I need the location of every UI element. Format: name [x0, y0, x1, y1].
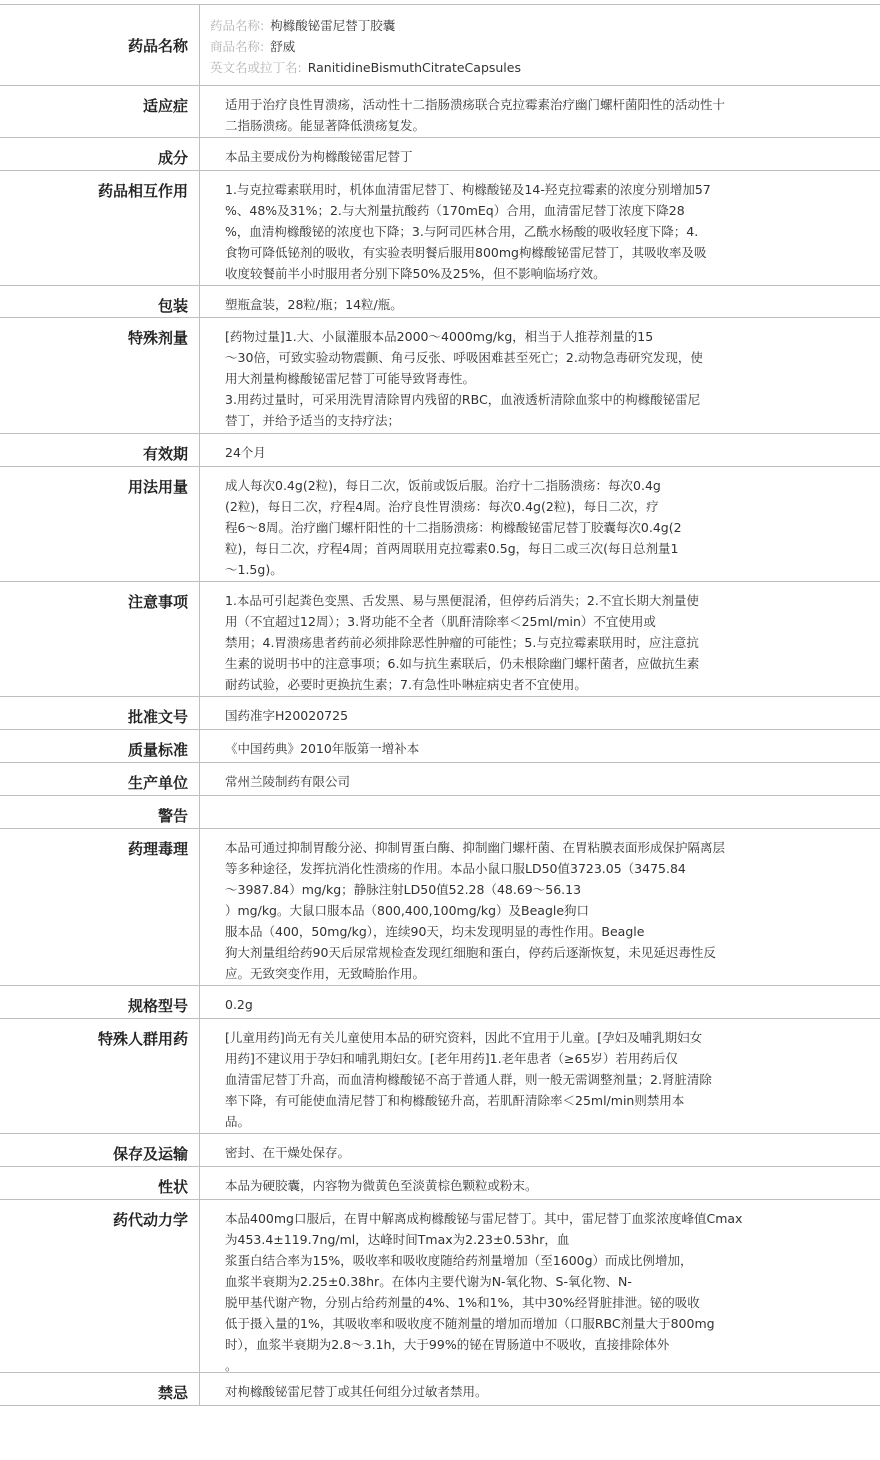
row-value: 本品主要成份为枸橼酸铋雷尼替丁	[225, 149, 413, 164]
generic-name-line	[210, 15, 872, 36]
trade-name-line	[210, 36, 872, 57]
row-dosage	[0, 466, 880, 581]
row-interactions	[0, 170, 880, 285]
row-storage	[0, 1133, 880, 1166]
row-label: 性状	[0, 1167, 200, 1199]
row-value: 本品可通过抑制胃酸分泌、抑制胃蛋白酶、抑制幽门螺杆菌、在胃粘膜表面形成保护隔离层 等多种途径，发挥抗消化性溃疡的作用。本品小鼠口服LD50值3723.05（3475.84 ～3987.84）mg/kg；静脉注射LD50值52.28（48.69～56.13 ）mg/kg。大鼠口服本品（800,400,100mg/kg）及Beagle狗口 服本品（400，50mg/kg），连续90天，均未发现明显的毒性作用。Beagle 狗大剂量组给药90天后尿常规检查发现红细胞和蛋白，停药后逐渐恢复，未见延迟毒性反 应。无致突变作用，无致畸胎作用。	[225, 840, 726, 981]
row-overdose	[0, 317, 880, 433]
row-value: 密封、在干燥处保存。	[225, 1145, 351, 1160]
row-indications	[0, 85, 880, 137]
row-value: 本品400mg口服后，在胃中解离成枸橼酸铋与雷尼替丁。其中，雷尼替丁血浆浓度峰值Cmax 为453.4±119.7ng/ml，达峰时间Tmax为2.23±0.53hr，血 浆蛋白结合率为15%，吸收率和吸收度随给药剂量增加（至1600g）而成比例增加， 血浆半衰期为2.25±0.38hr。在体内主要代谢为N-氧化物、S-氧化物、N- 脱甲基代谢产物，分别占给药剂量的4%、1%和1%，其中30%经肾脏排泄。铋的吸收 低于摄入量的1%，其吸收率和吸收度不随剂量的增加而增加（口服RBC剂量大于800mg 时），血浆半衰期为2.8～3.1h，大于99%的铋在胃肠道中不吸收，直接排除体外 。	[225, 1211, 743, 1373]
row-label: 规格型号	[0, 986, 200, 1018]
row-value: 0.2g	[225, 997, 253, 1012]
row-label: 质量标准	[0, 730, 200, 762]
row-label: 药品名称	[0, 5, 200, 85]
row-label: 保存及运输	[0, 1134, 200, 1166]
row-label: 药品相互作用	[0, 171, 200, 285]
row-label: 特殊人群用药	[0, 1019, 200, 1133]
english-name-value: RanitidineBismuthCitrateCapsules	[307, 60, 521, 75]
row-value: 本品为硬胶囊，内容物为微黄色至淡黄棕色颗粒或粉末。	[225, 1178, 538, 1193]
drug-info-table	[0, 4, 880, 1406]
generic-name-value: 枸橼酸铋雷尼替丁胶囊	[270, 18, 396, 33]
row-pharmacokinetics	[0, 1199, 880, 1372]
row-label: 批准文号	[0, 697, 200, 729]
row-label: 包装	[0, 286, 200, 317]
row-label: 用法用量	[0, 467, 200, 581]
row-approval-number	[0, 696, 880, 729]
row-description	[0, 1166, 880, 1199]
row-contraindications	[0, 1372, 880, 1406]
row-label: 特殊剂量	[0, 318, 200, 433]
english-name-key: 英文名或拉丁名:	[210, 60, 302, 75]
row-label: 注意事项	[0, 582, 200, 696]
row-label: 适应症	[0, 86, 200, 137]
row-value: 1.本品可引起粪色变黑、舌发黑、易与黑便混淆，但停药后消失；2.不宜长期大剂量使 用（不宜超过12周）；3.肾功能不全者（肌酐清除率＜25ml/min）不宜使用或 禁用；4.胃溃疡患者药前必须排除恶性肿瘤的可能性；5.与克拉霉素联用时，应注意抗 生素的说明书中的注意事项；6.如与抗生素联后，仍未根除幽门螺杆菌者，应做抗生素 耐药试验，必要时更换抗生素；7.有急性卟啉症病史者不宜使用。	[225, 593, 700, 692]
row-drug-names	[0, 4, 880, 85]
row-value: 国药准字H20020725	[225, 708, 349, 723]
row-pharmacology	[0, 828, 880, 985]
drug-names	[200, 5, 880, 82]
generic-name-key: 药品名称:	[210, 18, 265, 33]
row-label: 有效期	[0, 434, 200, 466]
row-special-populations	[0, 1018, 880, 1133]
row-value: 成人每次0.4g(2粒)，每日二次，饭前或饭后服。治疗十二指肠溃疡：每次0.4g (2粒)，每日二次，疗程4周。治疗良性胃溃疡：每次0.4g(2粒)，每日二次，疗 程6～8周。治疗幽门螺杆阳性的十二指肠溃疡：枸橼酸铋雷尼替丁胶囊每次0.4g(2 粒)，每日二次，疗程4周；首两周联用克拉霉素0.5g，每日二或三次(每日总剂量1 ～1.5g)。	[225, 478, 682, 577]
row-value: 24个月	[225, 445, 266, 460]
trade-name-key: 商品名称:	[210, 39, 265, 54]
row-shelf-life	[0, 433, 880, 466]
row-label: 药理毒理	[0, 829, 200, 985]
row-manufacturer	[0, 762, 880, 795]
row-label: 警告	[0, 796, 200, 828]
row-ingredients	[0, 137, 880, 170]
row-value: 适用于治疗良性胃溃疡，活动性十二指肠溃疡联合克拉霉素治疗幽门螺杆菌阳性的活动性十 二指肠溃疡。能显著降低溃疡复发。	[225, 97, 726, 133]
row-value	[200, 796, 880, 808]
row-packaging	[0, 285, 880, 317]
row-warning	[0, 795, 880, 828]
row-label: 禁忌	[0, 1373, 200, 1405]
row-precautions	[0, 581, 880, 696]
row-value: 1.与克拉霉素联用时，机体血清雷尼替丁、枸橼酸铋及14-羟克拉霉素的浓度分别增加57 %、48%及31%；2.与大剂量抗酸药（170mEq）合用，血清雷尼替丁浓度下降28 %，血清枸橼酸铋的浓度也下降；3.与阿司匹林合用，乙酰水杨酸的吸收轻度下降；4. 食物可降低铋剂的吸收，有实验表明餐后服用800mg枸橼酸铋雷尼替丁，其吸收率及吸 收度较餐前半小时服用者分别下降50%及25%，但不影响临场疗效。	[225, 182, 711, 281]
row-value: 对枸橼酸铋雷尼替丁或其任何组分过敏者禁用。	[225, 1384, 488, 1399]
row-label: 成分	[0, 138, 200, 170]
row-value: 常州兰陵制药有限公司	[225, 774, 351, 789]
row-value: [儿童用药]尚无有关儿童使用本品的研究资料，因此不宜用于儿童。[孕妇及哺乳期妇女 用药]不建议用于孕妇和哺乳期妇女。[老年用药]1.老年患者（≥65岁）若用药后仅 血清雷尼替丁升高，而血清枸橼酸铋不高于普通人群，则一般无需调整剂量；2.肾脏清除 率下降，有可能使血清尼替丁和枸橼酸铋升高，若肌酐清除率＜25ml/min则禁用本 品。	[225, 1030, 712, 1129]
row-value: [药物过量]1.大、小鼠灌服本品2000～4000mg/kg，相当于人推荐剂量的15 ～30倍，可致实验动物震颤、角弓反张、呼吸困难甚至死亡；2.动物急毒研究发现，使 用大剂量枸橼酸铋雷尼替丁可能导致肾毒性。 3.用药过量时，可采用洗胃清除胃内残留的RBC，血液透析清除血浆中的枸橼酸铋雷尼 替丁，并给予适当的支持疗法；	[225, 329, 703, 428]
english-name-line	[210, 57, 872, 78]
row-label: 药代动力学	[0, 1200, 200, 1372]
row-quality-standard	[0, 729, 880, 762]
trade-name-value: 舒威	[270, 39, 296, 54]
row-value: 《中国药典》2010年版第一增补本	[225, 741, 420, 756]
row-value: 塑瓶盒装，28粒/瓶；14粒/瓶。	[225, 297, 403, 312]
row-specification	[0, 985, 880, 1018]
row-label: 生产单位	[0, 763, 200, 795]
